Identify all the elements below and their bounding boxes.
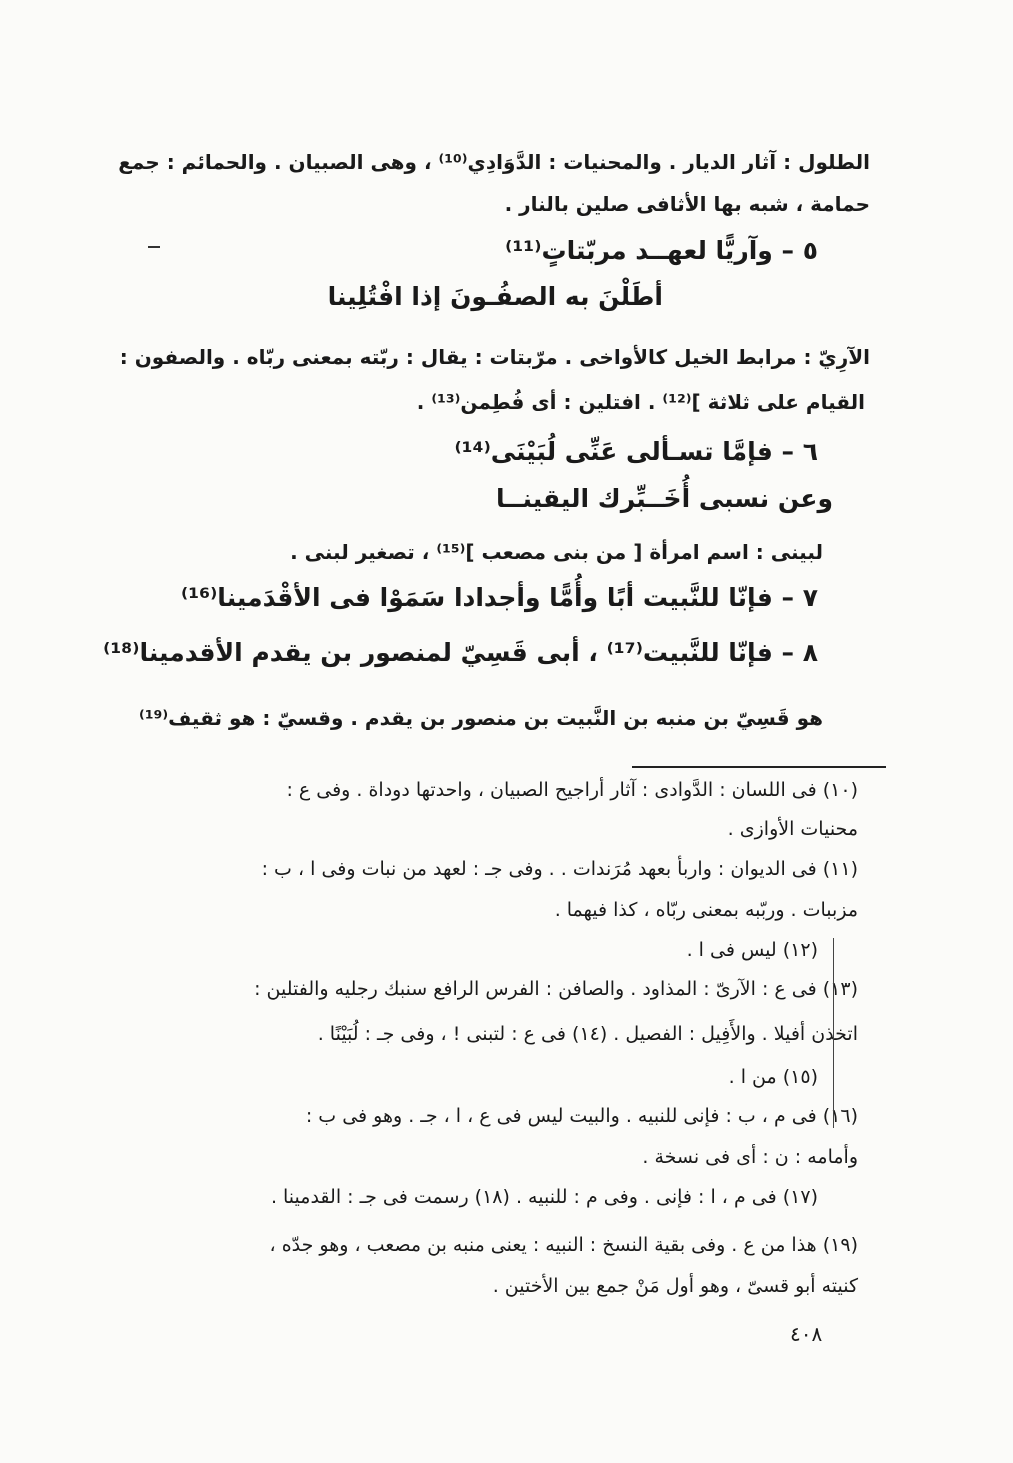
- verse-6-first-hemistich: ٦ – فإمَّا تسـألى عَنِّى لُبَيْنَى⁽¹⁴⁾: [454, 437, 818, 466]
- verse-7: ٧ – فإنّا للنَّبيت أبًا وأُمًّا وأجدادا سَمَوْا فى الأقْدَمينا⁽¹⁶⁾: [181, 583, 818, 612]
- footnote-line: (١٣) فى ع : الآرىّ : المذاود . والصافن : الفرس الرافع سنبك رجليه والفتلين :: [254, 978, 858, 1000]
- verse-5-first-hemistich: ٥ – وآريًّا لعهــد مربّتاتٍ⁽¹¹⁾: [505, 236, 818, 265]
- dash-mark: [148, 246, 160, 248]
- footnote-line: (١٢) ليس فى ا .: [686, 939, 818, 961]
- footnote-line: (١٥) من ا .: [728, 1066, 818, 1088]
- footnote-line: محنيات الأوازى .: [727, 818, 858, 840]
- verse-8: ٨ – فإنّا للنَّبيت⁽¹⁷⁾ ، أبى قَسِيّ لمنصور بن يقدم الأقدمينا⁽¹⁸⁾: [103, 638, 818, 667]
- footnote-line: مزببات . وربّبه بمعنى ربّاه ، كذا فيهما .: [554, 899, 858, 921]
- commentary-line-6: هو قَسِيّ بن منبه بن النَّبيت بن منصور بن يقدم . وقسيّ : هو ثقيف⁽¹⁹⁾: [139, 706, 823, 730]
- footnote-line: وأمامه : ن : أى فى نسخة .: [642, 1146, 858, 1168]
- verse-6-second-hemistich: وعن نسبى أُخَــبِّرك اليقينــا: [496, 484, 833, 513]
- footnote-line: كنيته أبو قسىّ ، وهو أول مَنْ جمع بين الأختين .: [492, 1275, 858, 1297]
- commentary-line-2: حمامة ، شبه بها الأثافى صلين بالنار .: [504, 192, 870, 216]
- footnote-line: (١١) فى الديوان : واربأ بعهد مُرَندات . . وفى جـ : لعهد من نبات وفى ا ، ب :: [261, 858, 858, 880]
- footnote-line: (١٠) فى اللسان : الدَّوادى : آثار أراجيح الصبيان ، واحدتها دوداة . وفى ع :: [286, 779, 858, 801]
- commentary-line-4: القيام على ثلاثة ]⁽¹²⁾ . افتلين : أى فُطِمن⁽¹³⁾ .: [416, 390, 865, 414]
- footnote-separator: [632, 766, 886, 768]
- verse-5-second-hemistich: أطَلْنَ به الصفُـونَ إذا افْتُلِينا: [327, 282, 663, 311]
- footnote-line: اتخذن أفيلا . والأَفِيل : الفصيل . (١٤) فى ع : لتبنى ! ، وفى جـ : لُبَيْنًا .: [317, 1023, 858, 1045]
- page-number: ٤٠٨: [790, 1322, 823, 1346]
- footnote-line: (١٩) هذا من ع . وفى بقية النسخ : النبيه : يعنى منبه بن مصعب ، وهو جدّه ،: [269, 1234, 858, 1256]
- footnote-line: (١٧) فى م ، ا : فإنى . وفى م : للنبيه . (١٨) رسمت فى جـ : القدمينا .: [270, 1186, 818, 1208]
- commentary-line-1: الطلول : آثار الديار . والمحنيات : الدَّوَادِي⁽¹⁰⁾ ، وهى الصبيان . والحمائم : جمع: [118, 150, 870, 174]
- footnote-line: (١٦) فى م ، ب : فإنى للنبيه . والبيت ليس فى ع ، ا ، جـ . وهو فى ب :: [305, 1105, 858, 1127]
- margin-line: [833, 938, 834, 1128]
- commentary-line-5: لبينى : اسم امرأة [ من بنى مصعب ]⁽¹⁵⁾ ، تصغير لبنى .: [290, 540, 823, 564]
- commentary-line-3: الآرِيّ : مرابط الخيل كالأواخى . مرّبتات : يقال : ربّته بمعنى ربّاه . والصفون :: [119, 345, 870, 369]
